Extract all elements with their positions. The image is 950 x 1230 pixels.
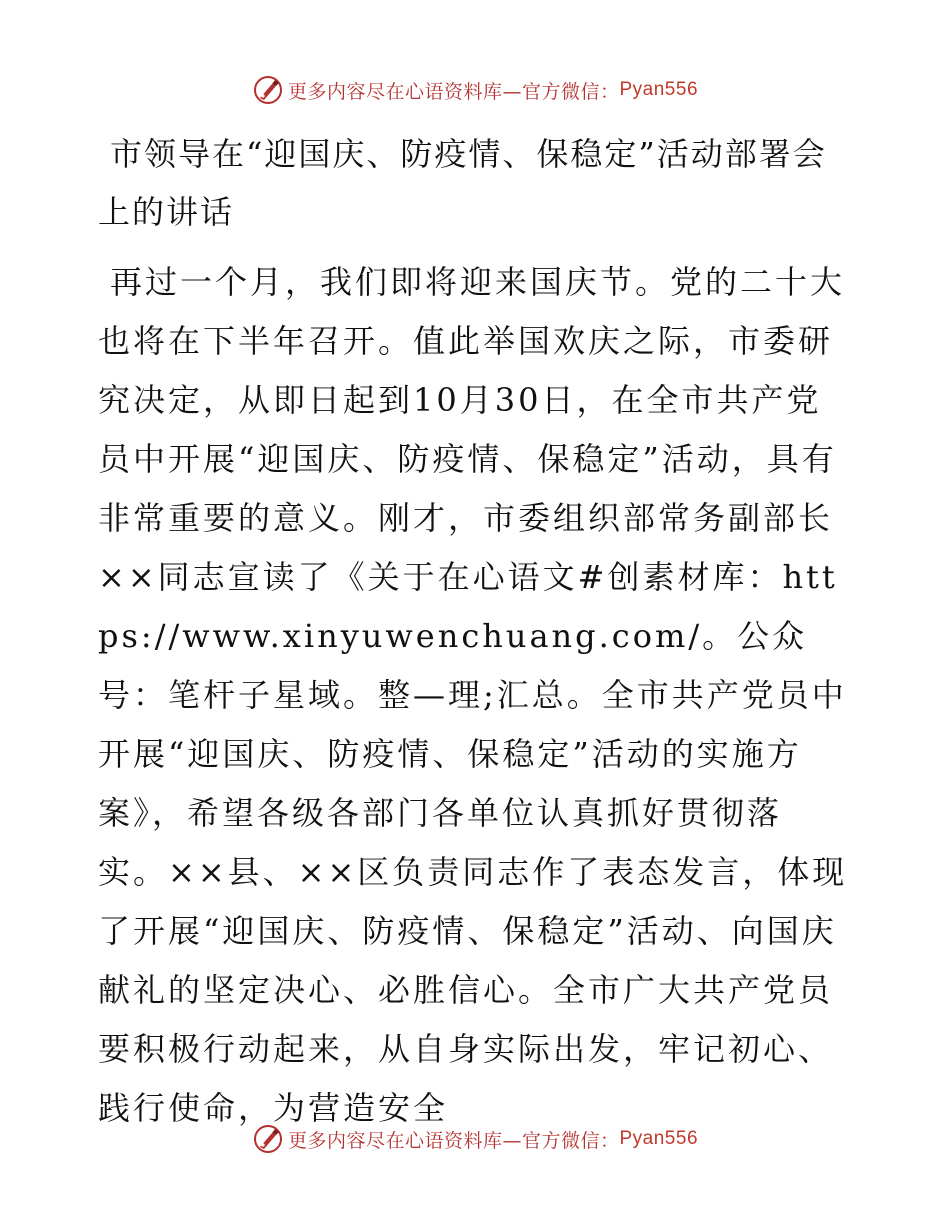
watermark-text: 更多内容尽在心语资料库—官方微信： [287, 1129, 620, 1152]
header-watermark [0, 70, 950, 110]
pen-nib-logo-icon [252, 1123, 284, 1155]
document-title: 市领导在“迎国庆、防疫情、保稳定”活动部署会上的讲话 [98, 135, 827, 231]
watermark-code: Pyan556 [619, 79, 699, 100]
document-content [98, 125, 850, 1138]
footer-watermark [0, 1119, 950, 1159]
document-body: 再过一个月，我们即将迎来国庆节。党的二十大也将在下半年召开。值此举国欢庆之际，市委研究决定，从即日起到10月30日，在全市共产党员中开展“迎国庆、防疫情、保稳定”活动，具有非常重要的意义。刚才，市委组织部常务副部长××同志宣读了《关于在心语文#创素材库：https://www.xinyuwenchuang.com/。公众号：笔杆子星域。整—理;汇总。全市共产党员中开展“迎国庆、防疫情、保稳定”活动的实施方案》，希望各级各部门各单位认真抓好贯彻落实。××县、××区负责同志作了表态发言，体现了开展“迎国庆、防疫情、保稳定”活动、向国庆献礼的坚定决心、必胜信心。全市广大共产党员要积极行动起来，从自身实际出发，牢记初心、践行使命，为营造安全 [98, 263, 848, 1127]
watermark-text: 更多内容尽在心语资料库—官方微信： [287, 80, 620, 103]
pen-nib-logo-icon [252, 74, 284, 106]
watermark-code: Pyan556 [619, 1128, 699, 1149]
